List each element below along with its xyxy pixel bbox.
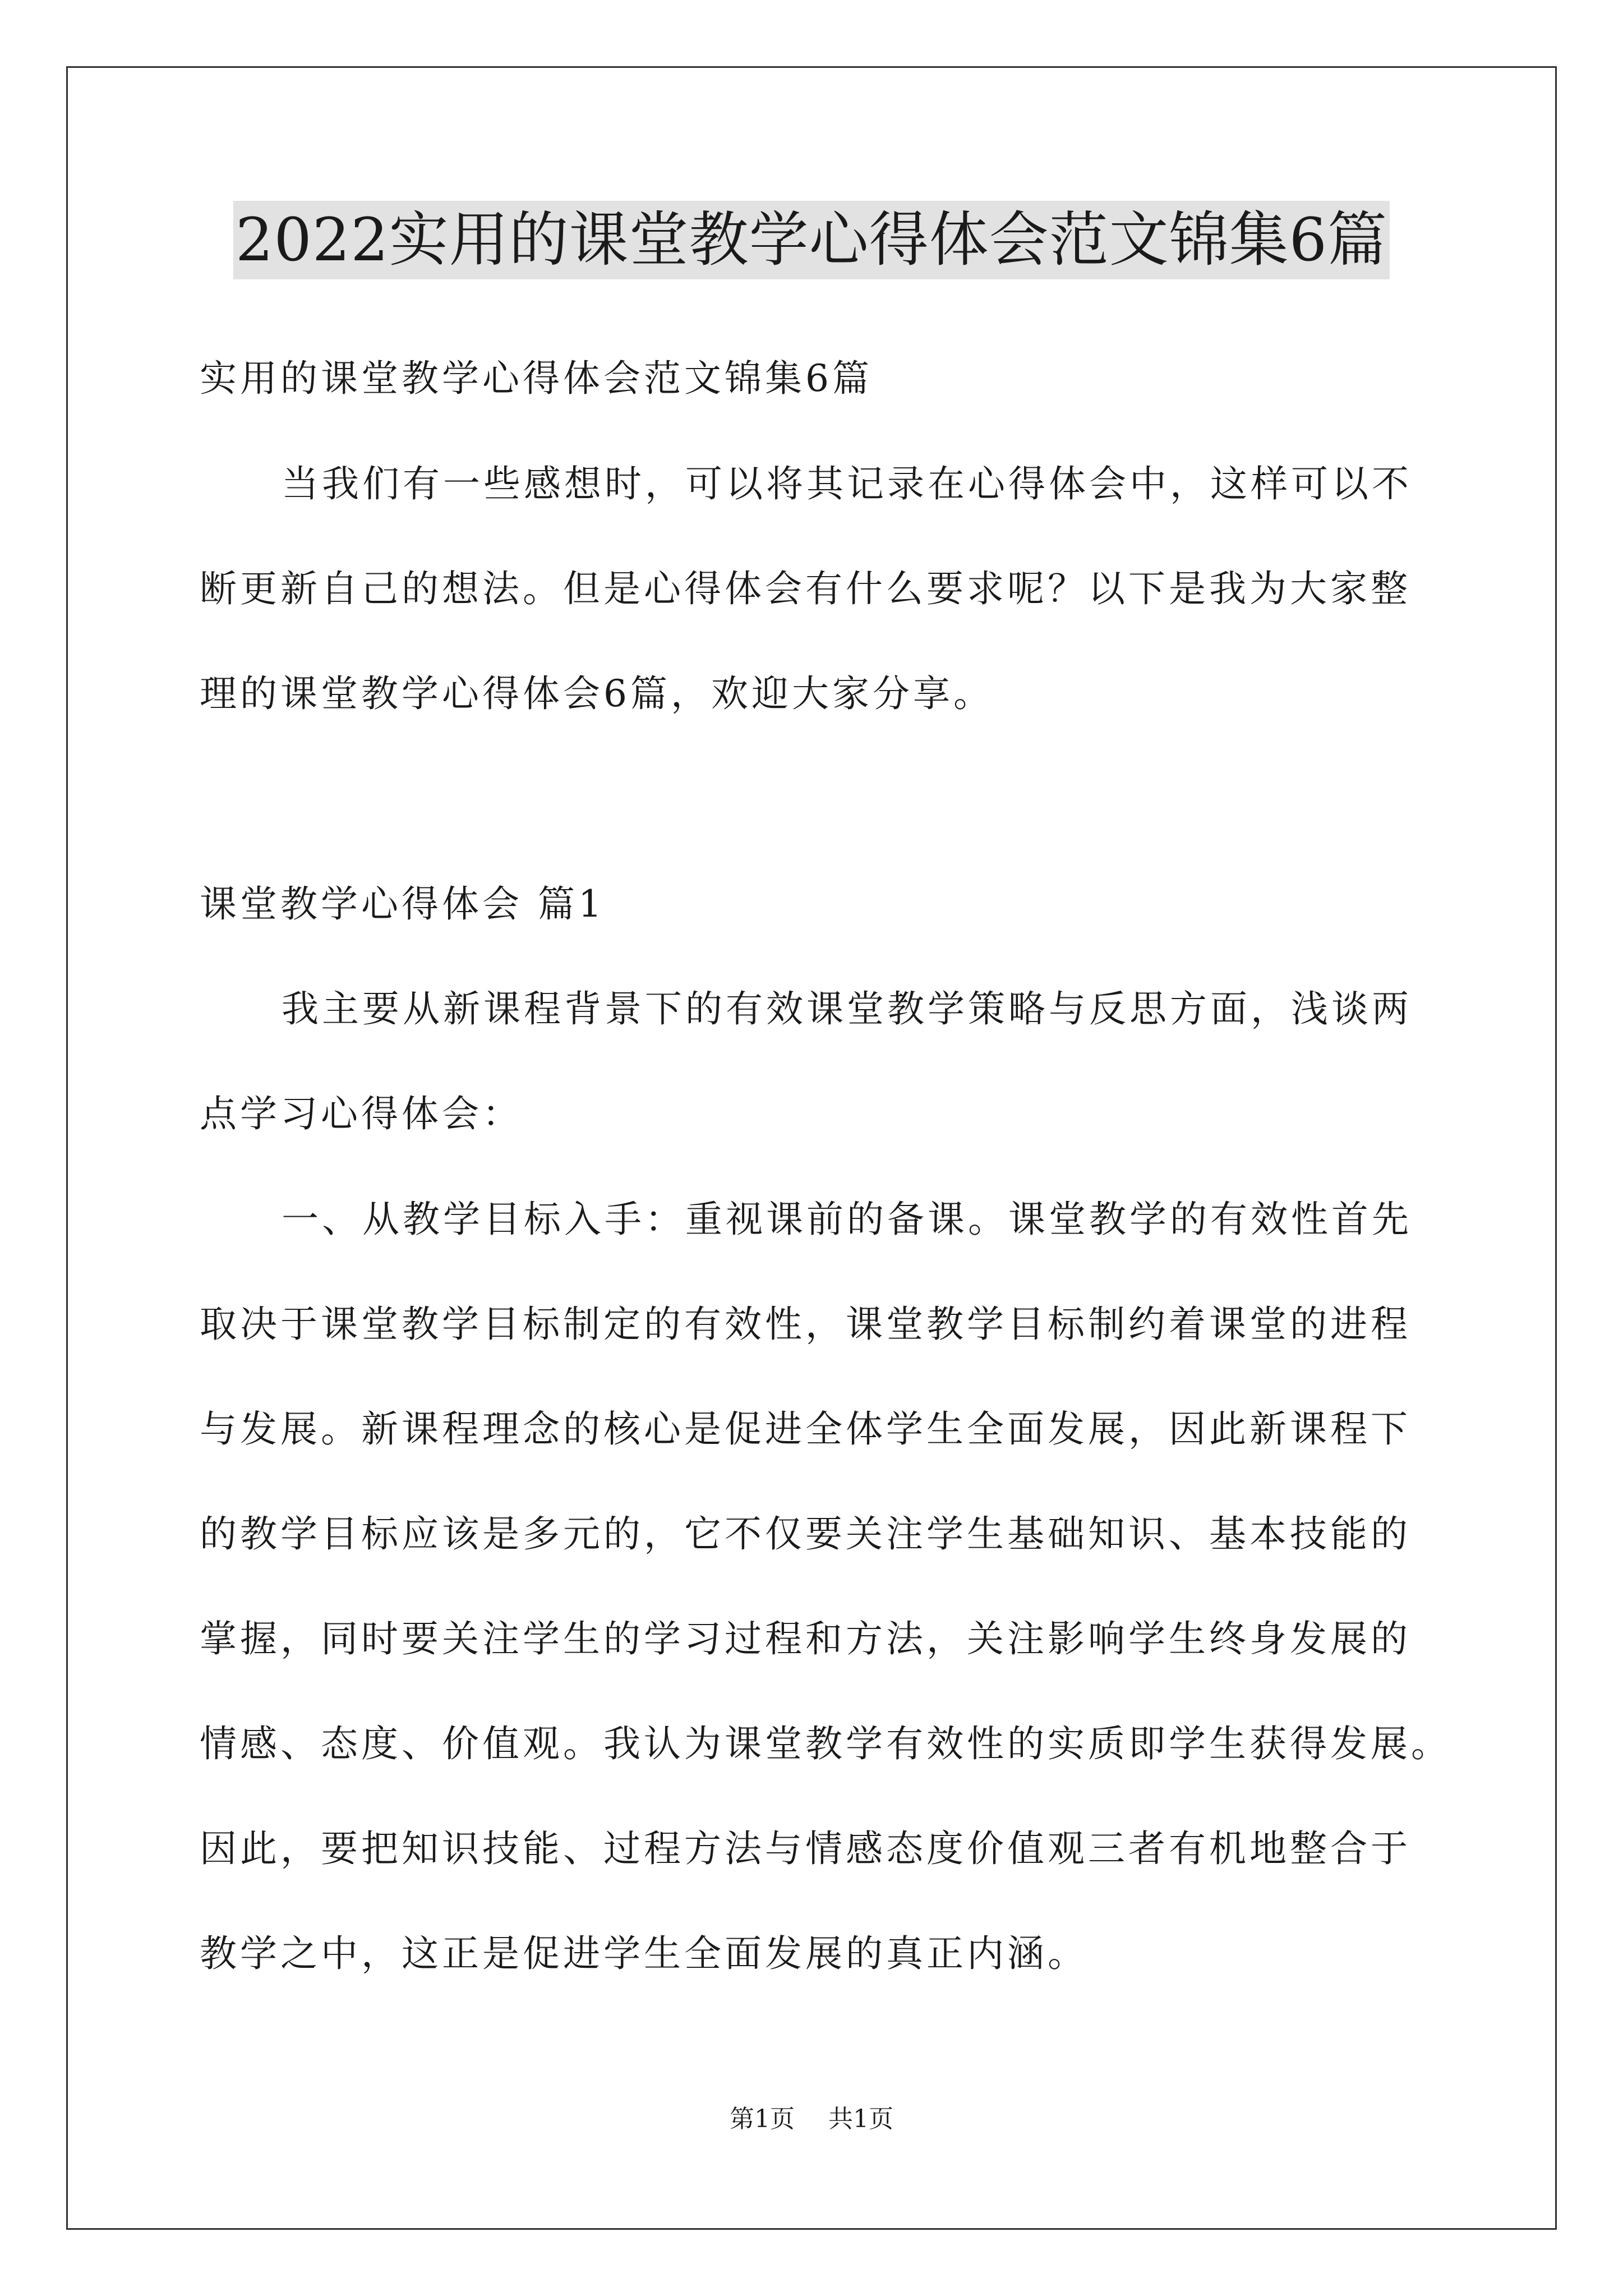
section-heading: 课堂教学心得体会 篇1 [200, 882, 605, 926]
para2-line-2: 取决于课堂教学目标制定的有效性，课堂教学目标制约着课堂的进程 [200, 1303, 1411, 1346]
intro-line-3: 理的课堂教学心得体会6篇，欢迎大家分享。 [200, 672, 994, 715]
title-container [0, 201, 1623, 279]
para2-line-3: 与发展。新课程理念的核心是促进全体学生全面发展，因此新课程下 [200, 1407, 1411, 1451]
para2-line-5: 掌握，同时要关注学生的学习过程和方法，关注影响学生终身发展的 [200, 1617, 1411, 1660]
para1-line-1: 我主要从新课程背景下的有效课堂教学策略与反思方面，浅谈两 [282, 987, 1412, 1030]
para2-line-8: 教学之中，这正是促进学生全面发展的真正内涵。 [200, 1932, 1088, 1975]
intro-line-2: 断更新自己的想法。但是心得体会有什么要求呢？以下是我为大家整 [200, 567, 1411, 610]
para2-line-4: 的教学目标应该是多元的，它不仅要关注学生基础知识、基本技能的 [200, 1512, 1411, 1556]
para2-line-1: 一、从教学目标入手：重视课前的备课。课堂教学的有效性首先 [282, 1198, 1412, 1241]
page-total-label: 共1页 [828, 2105, 893, 2133]
page-current-label: 第1页 [730, 2105, 795, 2133]
para2-line-6: 情感、态度、价值观。我认为课堂教学有效性的实质即学生获得发展。 [200, 1722, 1451, 1765]
document-title: 2022实用的课堂教学心得体会范文锦集6篇 [233, 201, 1390, 279]
para2-line-7: 因此，要把知识技能、过程方法与情感态度价值观三者有机地整合于 [200, 1827, 1411, 1870]
document-subtitle: 实用的课堂教学心得体会范文锦集6篇 [200, 357, 873, 400]
intro-line-1: 当我们有一些感想时，可以将其记录在心得体会中，这样可以不 [282, 462, 1412, 505]
page-footer [0, 2102, 1623, 2136]
para1-line-2: 点学习心得体会： [200, 1092, 523, 1135]
